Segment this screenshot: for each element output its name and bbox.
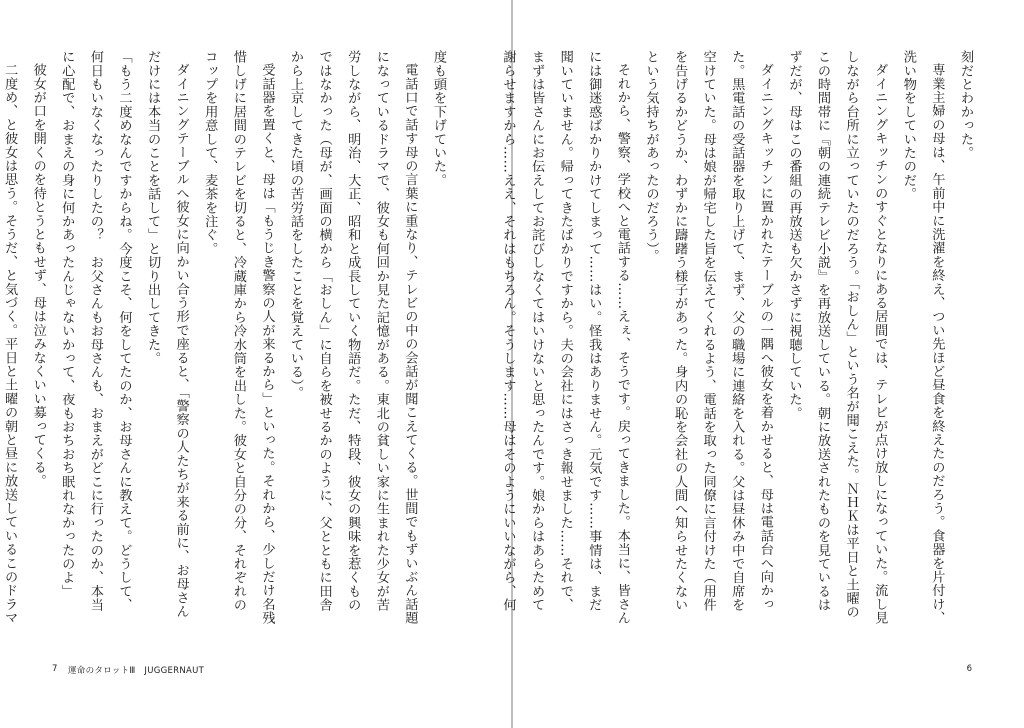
paragraph: ダイニングキッチンのすぐとなりにある居間では、テレビが点け放しになっていた。流し見しながら台所に立っていたのだろう。「おしん」という名が聞こえた。ＮＨＫは平日と土曜のこの時間帯に『朝の連続テレビ小説』を再放送している。朝に放送されたものを見ているはずだが、母はこの番組の再放送も欠かさずに視聴していた。 [786,50,888,625]
paragraph: 度も頭を下げていた。 [431,50,446,187]
paragraph: 受話器を置くと、母は「もうじき警察の人が来るから」といった。それから、少しだけ名残惜しげに居間のテレビを切ると、冷蔵庫から冷水筒を出した。彼女と自分の分、それぞれのコップを用意して、麦茶を注ぐ。 [202,50,275,625]
paragraph: 刻だとわかった。 [958,50,973,160]
running-title: 運命のタロットⅢ JUGGERNAUT [68,666,205,676]
paragraph: ダイニングテーブルへ彼女に向かい合う形で座ると、「警察の人たちが来る前に、お母さんだけには本当のことを話して」と切り出してきた。 [145,50,189,619]
paragraph: ダイニングキッチンに置かれたテーブルの一隅へ彼女を着かせると、母は電話台へ向かった。黒電話の受話器を取り上げて、まず、父の職場に連絡を入れる。父は昼休み中で自席を空けていた。母は娘が帰宅した旨を伝えてくれるよう、電話を取った同僚に言付けた（用件を告げるかどうか、わずかに躊躇う様子があった。身内の恥を会社の人間へ知らせたくないという気持ちがあったのだろう）。 [643,50,773,612]
left-page-body [2,50,452,625]
paragraph: 二度め、と彼女は思う。そうだ、と気づく。平日と土曜の朝と昼に放送しているこのドラマ [2,63,18,625]
paragraph: 彼女が口を開くのを待とうともせず、母は泣みなくいい募ってくる。 [30,63,46,488]
left-page [0,0,511,728]
page-number: 6 [966,664,972,674]
paragraph: 専業主婦の母は、午前中に洗濯を終え、つい先ほど昼食を終えたのだろう。食器を片付け、洗い物をしていたのだ。 [900,50,945,625]
paragraph: それから、警察、学校へと電話する……えぇ、そうです。戻ってきました。本当に、皆さんには御迷惑ばかりかけてしまって……はい。怪我はありません。元気です……事情は、まだ聞いていません。帰ってきたばかりですから。夫の会社にはさっき報せました……それで、まずは皆さんにお伝えしてお詫びしなくてはいけないと思ったんです。娘からはあらためて謝らせますから……ええ、それはもちろん。そうします……母はそのようにいいながら、何 [500,50,630,625]
right-page [500,0,1024,728]
paragraph: 「もう二度めなんですからね。今度こそ、何をしてたのか、お母さんに教えて。どうして、何日もいなくなったりしたの？ お父さんもお母さんも、おまえがどこに行ったのか、本当に心配で、おまえの身に何かあったんじゃないかって、夜もおちおち眠れなかったのよ」 [59,50,132,612]
right-page-body [500,50,979,625]
paragraph: 電話口で話す母の言葉に重なり、テレビの中の会話が聞こえてくる。世間でもずいぶん話題になっているドラマで、彼女も何回か見た記憶がある。東北の貧しい家に生まれた少女が苦労しながら、明治、大正、昭和と成長していく物語だ。ただ、特段、彼女の興味を惹くものではなかった（母が、画面の横から「おしん」に自らを被せるかのように、父とともに田舎から上京してきた頃の苦労話をしたことを覚えている）。 [288,50,418,625]
page-number: 7 [52,664,58,674]
